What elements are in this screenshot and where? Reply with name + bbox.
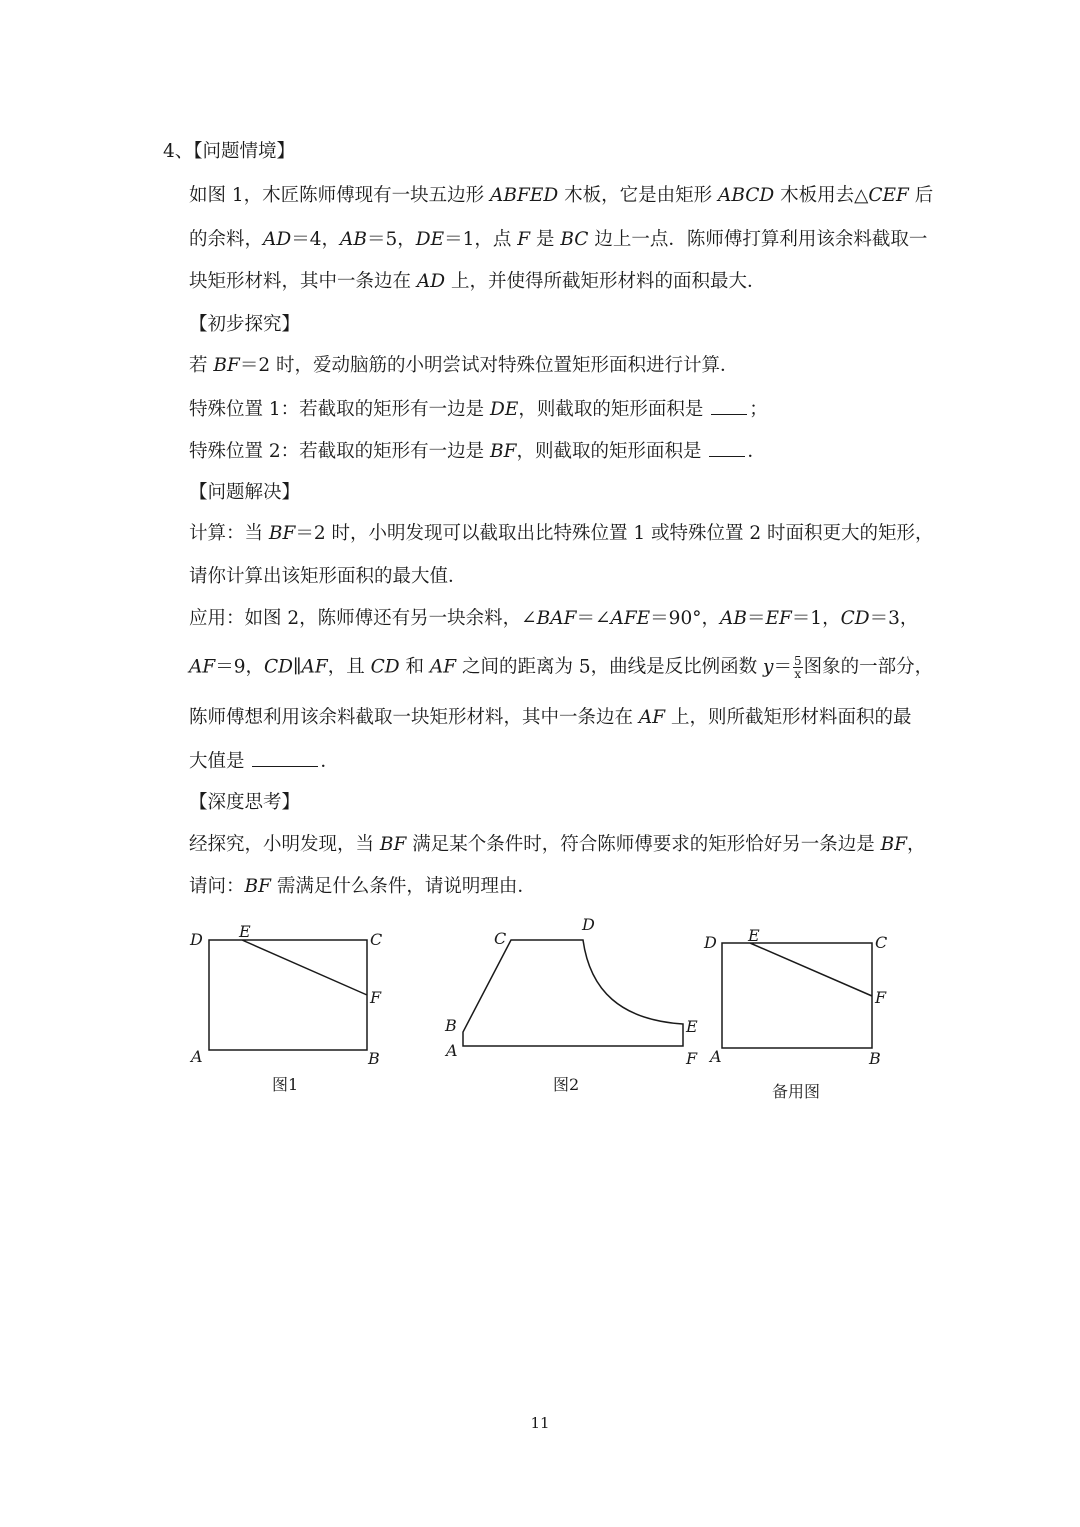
text: 上，并使得所截矩形材料的面积最大． (445, 271, 766, 292)
text: ＝1， (791, 608, 841, 629)
text: 是 (530, 229, 561, 250)
text: 图象的一部分， (803, 656, 934, 678)
text: AD (263, 229, 292, 250)
text: 特殊位置 1：若截取的矩形有一边是 (189, 399, 491, 420)
text: AF (429, 656, 457, 678)
figure-spare-pentagon (722, 943, 872, 1048)
text: 计算：当 (189, 523, 269, 544)
text: F (517, 229, 531, 250)
text: ABCD (717, 185, 775, 206)
fig1-label-E: E (239, 922, 251, 941)
text: AF (189, 656, 216, 678)
text: 经探究，小明发现，当 (189, 834, 380, 855)
text: DE (415, 229, 445, 250)
text: ＝2 时，爱动脑筋的小明尝试对特殊位置矩形面积进行计算． (239, 355, 739, 376)
text: ＝9， (215, 656, 264, 678)
text: ，则截取的矩形面积是 (518, 399, 710, 420)
text: CD (840, 608, 870, 629)
text: 边上一点．陈师傅打算利用该余料截取一 (588, 229, 928, 250)
text: BF (880, 834, 908, 855)
text: 若 (189, 355, 214, 376)
text: ＝∠ (576, 608, 611, 629)
text: ， (907, 834, 926, 855)
text: AF (638, 707, 666, 728)
fig3-caption: 备用图 (772, 1082, 821, 1101)
text: 陈师傅想利用该余料截取一块矩形材料，其中一条边在 (189, 707, 639, 728)
text: AF (301, 656, 328, 678)
fig2-label-E: E (686, 1017, 698, 1036)
text: ＝90°， (650, 608, 720, 629)
text: ＝3， (869, 608, 919, 629)
figure-spare (703, 926, 887, 1101)
text: DE (490, 399, 519, 420)
fig1-label-A: A (191, 1047, 203, 1066)
text: ． (320, 751, 339, 772)
text: ABFED (490, 185, 559, 206)
text: AB (719, 608, 747, 629)
text: 满足某个条件时，符合陈师傅要求的矩形恰好另一条边是 (406, 834, 881, 855)
fig1-caption: 图1 (272, 1075, 299, 1094)
fig2-label-F: F (686, 1049, 698, 1068)
text: BF (244, 876, 271, 897)
text: ＝1，点 (444, 229, 518, 250)
fig2-label-D: D (582, 915, 595, 934)
text: 木板用去△ (774, 185, 869, 206)
text: 大值是 (189, 751, 251, 772)
text: AD (416, 271, 446, 292)
text: BF (379, 834, 407, 855)
text: 需满足什么条件，请说明理由． (270, 876, 536, 897)
text: 请问： (189, 876, 245, 897)
fig2-label-B: B (445, 1016, 457, 1035)
text: ； (749, 399, 768, 420)
text: 的余料， (189, 229, 264, 250)
text: 上，则所截矩形材料面积的最 (665, 707, 912, 728)
fraction-denominator: x (794, 667, 802, 681)
fig2-label-A: A (446, 1041, 458, 1060)
fig3-label-E: E (748, 926, 760, 945)
problem-number: 4、 (163, 141, 194, 162)
fig1-label-C: C (370, 930, 383, 949)
fig3-label-F: F (875, 988, 887, 1007)
text: AFE (610, 608, 651, 629)
text: 如图 1，木匠陈师傅现有一块五边形 (189, 185, 491, 206)
page-number: 11 (530, 1414, 550, 1432)
section-heading-situation: 【问题情境】 (193, 141, 296, 162)
text: EF (765, 608, 792, 629)
text: ＝4， (291, 229, 340, 250)
text: ． (747, 441, 766, 462)
text: ，则截取的矩形面积是 (516, 441, 708, 462)
text: 之间的距离为 5，曲线是反比例函数 (456, 656, 764, 678)
text: BF (213, 355, 240, 376)
fig1-label-D: D (190, 930, 203, 949)
figure-1-pentagon (209, 940, 367, 1050)
text: ＝2 时，小明发现可以截取出比特殊位置 1 或特殊位置 2 时面积更大的矩形， (295, 523, 934, 544)
solve-line-2: 请你计算出该矩形面积的最大值． (189, 566, 467, 587)
figure-1 (189, 922, 382, 1094)
text: ＝ (746, 608, 766, 629)
figure-2 (444, 915, 698, 1094)
text: CD (263, 656, 293, 678)
text: BC (560, 229, 589, 250)
fig3-label-D: D (704, 933, 717, 952)
fig3-label-C: C (875, 933, 888, 952)
text: ∥ (292, 656, 302, 678)
text: ＝ (773, 656, 792, 678)
text: 后 (908, 185, 934, 206)
fig2-label-C: C (494, 929, 507, 948)
fig3-label-A: A (710, 1047, 722, 1066)
text: 木板，它是由矩形 (558, 185, 718, 206)
text: BAF (536, 608, 577, 629)
figure-2-shape (463, 940, 683, 1046)
text: AB (340, 229, 367, 250)
text: 特殊位置 2：若截取的矩形有一边是 (189, 441, 491, 462)
text: ＝5， (366, 229, 416, 250)
fig1-label-F: F (370, 988, 382, 1007)
section-heading-solve: 【问题解决】 (189, 482, 301, 503)
fig2-caption: 图2 (553, 1075, 580, 1094)
text: CD (370, 656, 400, 678)
fig3-label-B: B (869, 1049, 881, 1068)
text: CEF (868, 185, 909, 206)
fig1-label-B: B (368, 1049, 380, 1068)
text: 应用：如图 2，陈师傅还有另一块余料，∠ (189, 608, 537, 629)
fraction-numerator: 5 (793, 654, 802, 668)
text: 和 (399, 656, 430, 678)
text: y (763, 656, 774, 678)
text: ，且 (327, 656, 371, 678)
section-heading-deep: 【深度思考】 (189, 792, 301, 813)
text: BF (490, 441, 517, 462)
text: BF (268, 523, 296, 544)
section-heading-explore: 【初步探究】 (189, 314, 301, 335)
text: 块矩形材料，其中一条边在 (189, 271, 417, 292)
